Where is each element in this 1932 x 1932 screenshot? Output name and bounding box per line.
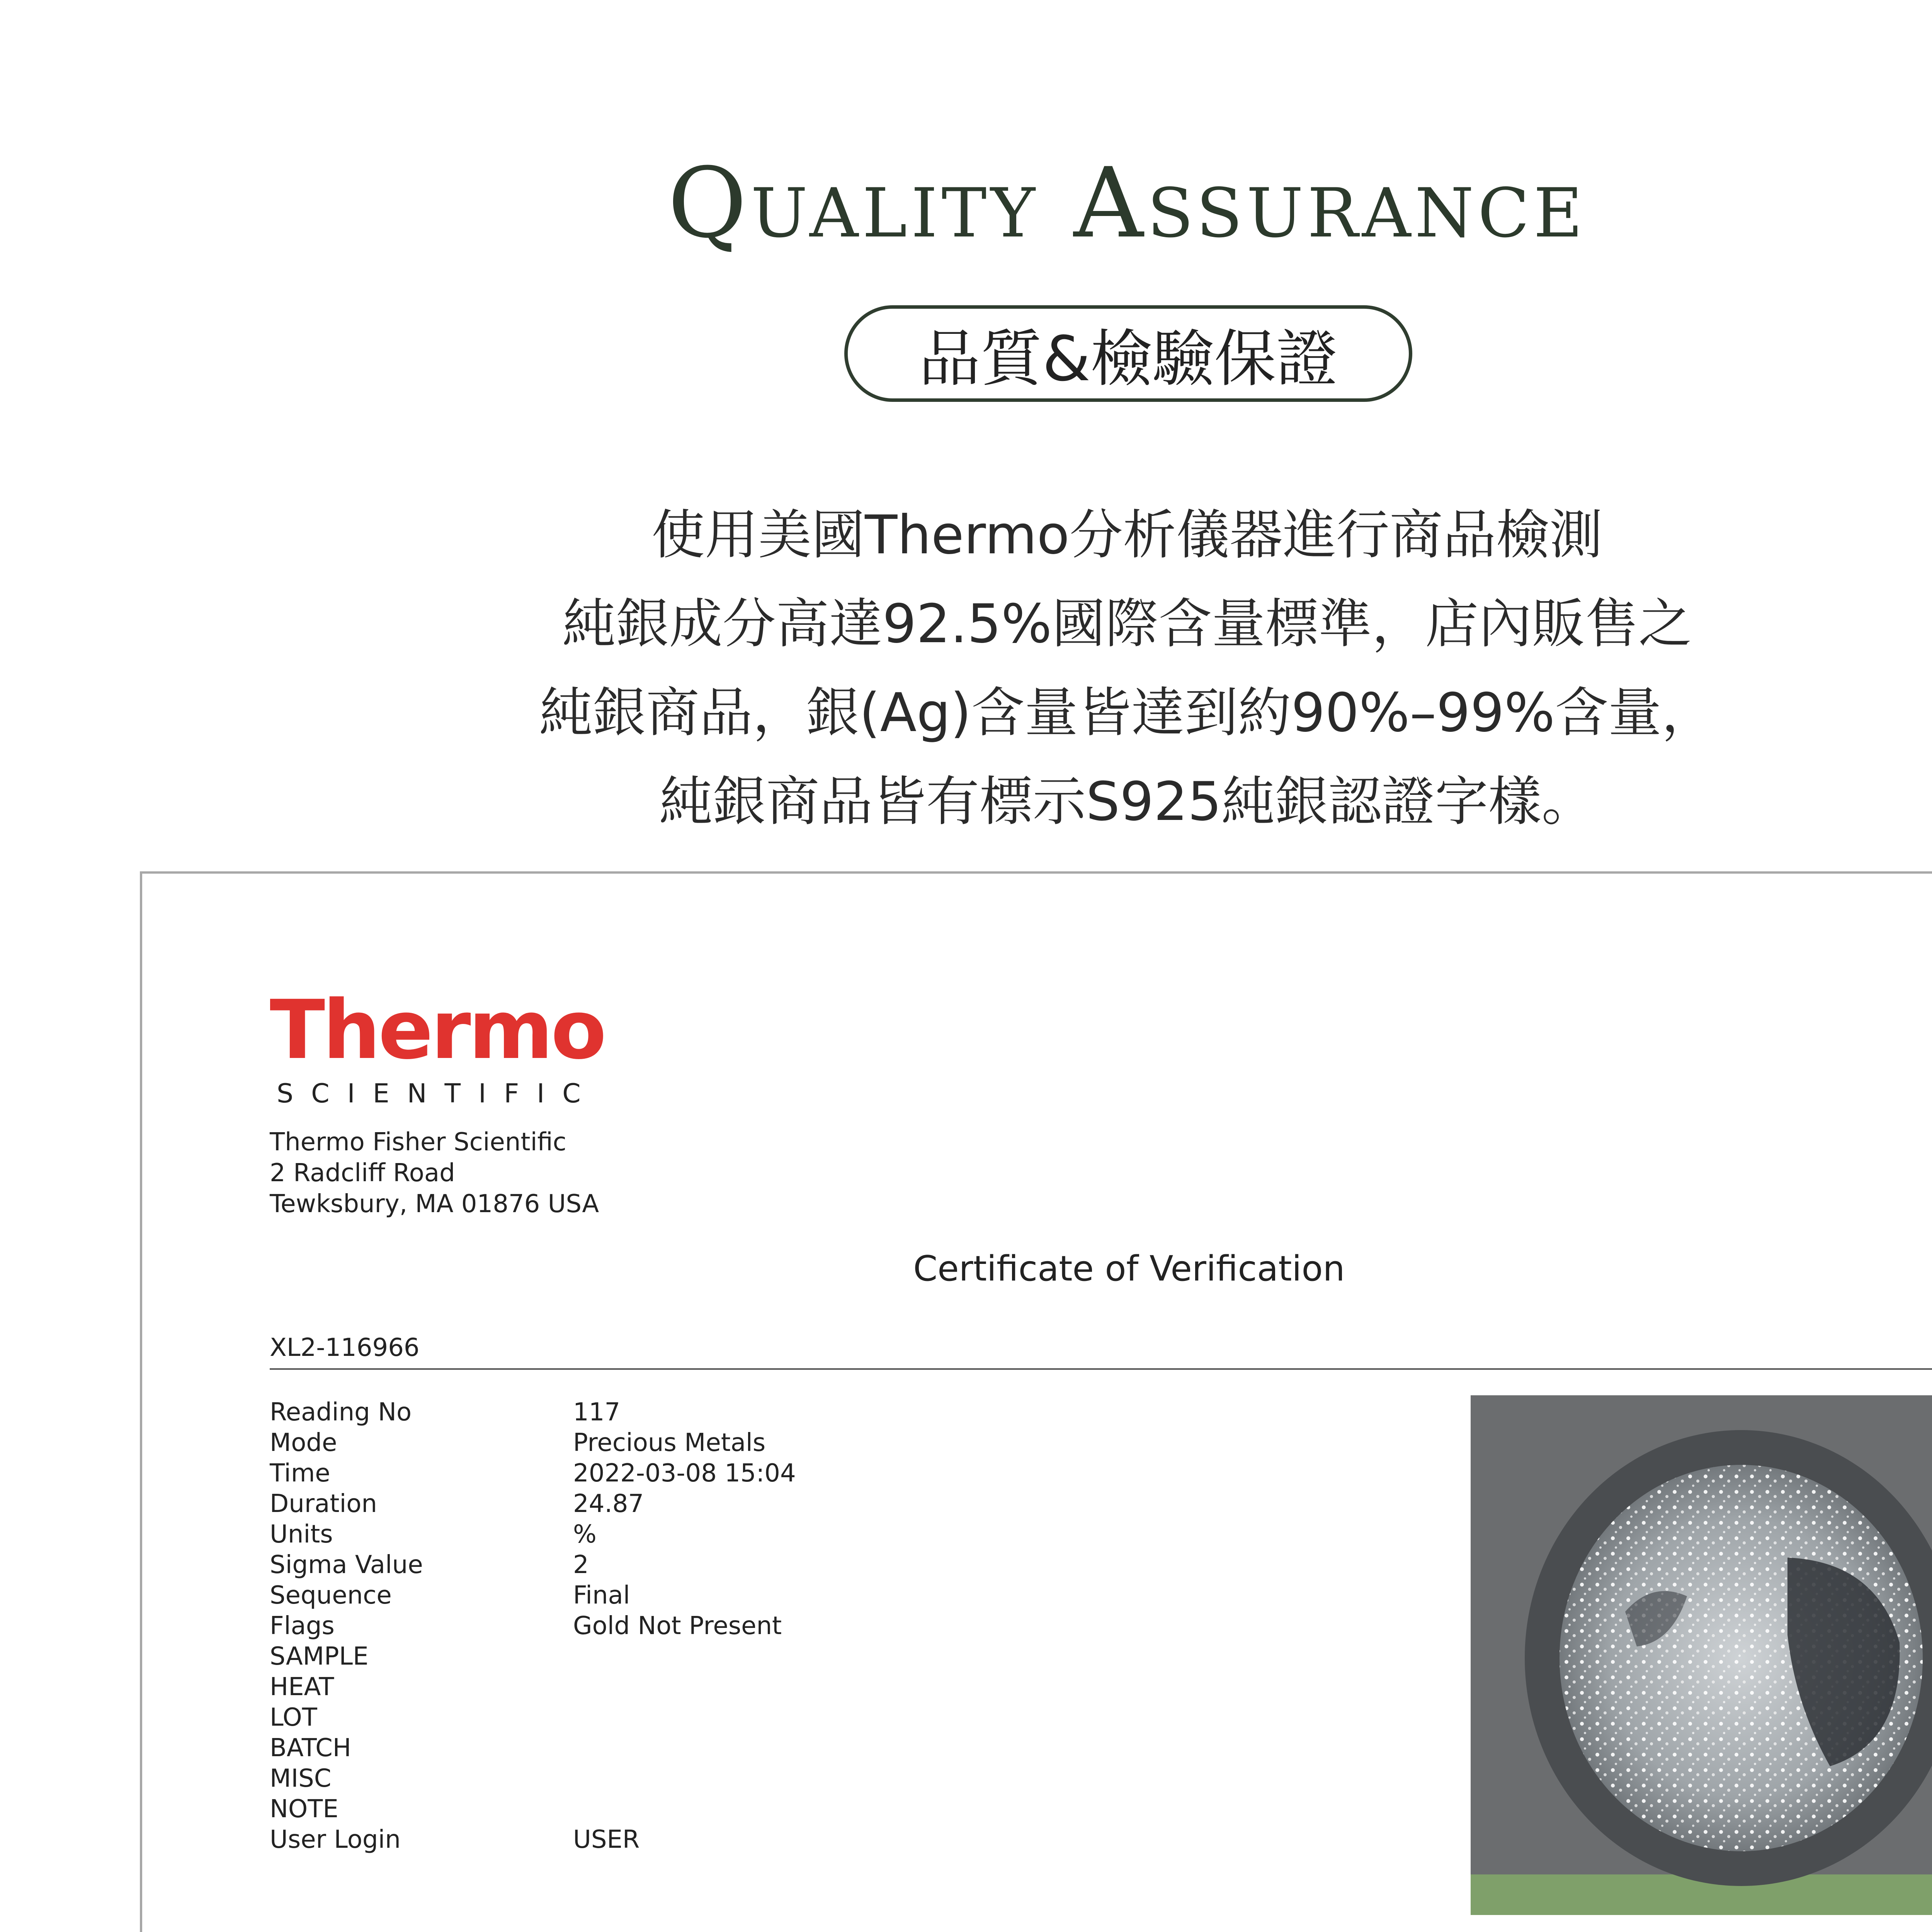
meta-value: 2 — [573, 1551, 589, 1579]
meta-key: Duration — [270, 1490, 377, 1518]
meta-value: 2022-03-08 15:04 — [573, 1459, 796, 1488]
meta-row — [270, 1611, 1037, 1641]
meta-row — [270, 1428, 1037, 1458]
meta-key: Sequence — [270, 1581, 392, 1610]
meta-value — [573, 1733, 1037, 1764]
meta-value — [573, 1702, 1037, 1733]
intro-line: 純銀商品，銀(Ag)含量皆達到約90%–99%含量， — [539, 682, 1715, 744]
meta-value: 117 — [573, 1398, 621, 1427]
address-line: 2 Radcliff Road — [270, 1159, 455, 1187]
meta-row — [270, 1702, 1037, 1733]
meta-row — [270, 1825, 1037, 1855]
meta-value — [573, 1764, 1037, 1794]
logo-brand: Thermo — [270, 983, 604, 1077]
meta-value: USER — [573, 1825, 640, 1854]
meta-key: SAMPLE — [270, 1642, 369, 1671]
meta-key: User Login — [270, 1825, 401, 1854]
intro-line: 使用美國Thermo分析儀器進行商品檢測 — [651, 504, 1603, 566]
intro-line: 純銀商品皆有標示S925純銀認證字樣。 — [659, 770, 1595, 833]
meta-key: BATCH — [270, 1734, 351, 1762]
logo-sub: SCIENTIFIC — [277, 1078, 599, 1109]
intro-text — [0, 491, 1932, 846]
meta-key: LOT — [270, 1703, 317, 1732]
meta-row — [270, 1519, 1037, 1550]
meta-row — [270, 1550, 1037, 1580]
certificate — [140, 871, 1932, 1932]
page-title: Quality Assurance — [667, 147, 1587, 259]
meta-row — [270, 1794, 1037, 1825]
sample-photo-closeup — [1471, 1395, 1932, 1915]
certificate-title: Certificate of Verification — [913, 1248, 1345, 1289]
intro-line: 純銀成分高達92.5%國際含量標準，店內販售之 — [562, 593, 1692, 655]
meta-value: Final — [573, 1581, 630, 1610]
meta-row — [270, 1672, 1037, 1702]
meta-row — [270, 1733, 1037, 1764]
meta-value: % — [573, 1520, 597, 1549]
meta-key: Time — [270, 1459, 330, 1488]
reading-metadata — [270, 1397, 1037, 1855]
meta-value: Gold Not Present — [573, 1612, 782, 1640]
meta-value — [573, 1794, 1037, 1825]
thermo-logo — [270, 983, 604, 1109]
meta-row — [270, 1641, 1037, 1672]
meta-value: Precious Metals — [573, 1429, 766, 1457]
meta-key: Reading No — [270, 1398, 412, 1427]
meta-value — [573, 1641, 1037, 1672]
meta-value — [573, 1672, 1037, 1702]
meta-key: Mode — [270, 1429, 337, 1457]
meta-row — [270, 1458, 1037, 1489]
meta-row — [270, 1489, 1037, 1519]
divider — [270, 1368, 1932, 1370]
meta-key: Flags — [270, 1612, 335, 1640]
meta-key: HEAT — [270, 1673, 334, 1701]
meta-row — [270, 1397, 1037, 1428]
meta-key: NOTE — [270, 1795, 338, 1823]
address-line: Tewksbury, MA 01876 USA — [270, 1190, 599, 1218]
meta-key: MISC — [270, 1764, 332, 1793]
section-badge: 品質&檢驗保證 — [844, 305, 1412, 402]
meta-key: Units — [270, 1520, 333, 1549]
meta-value: 24.87 — [573, 1490, 644, 1518]
address — [270, 1127, 599, 1219]
meta-key: Sigma Value — [270, 1551, 423, 1579]
serial-number: XL2-116966 — [270, 1333, 420, 1362]
address-line: Thermo Fisher Scientific — [270, 1128, 566, 1156]
meta-row — [270, 1764, 1037, 1794]
meta-row — [270, 1580, 1037, 1611]
